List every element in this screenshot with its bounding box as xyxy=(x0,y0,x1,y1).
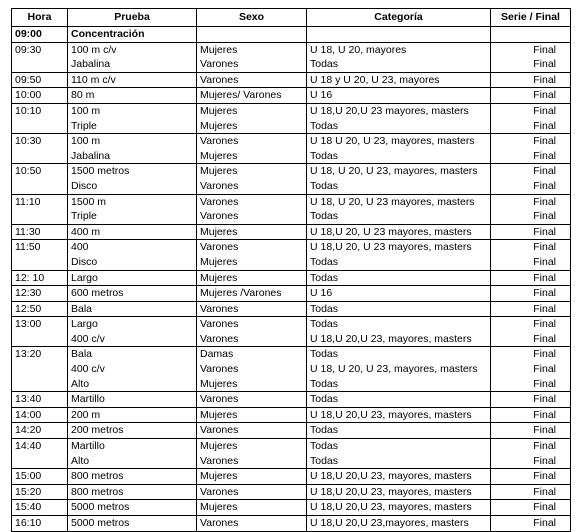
cell-prueba xyxy=(68,164,197,194)
cell-sexo-line: Varones xyxy=(200,332,239,345)
cell-sexo xyxy=(197,407,307,423)
cell-serie-line: Final xyxy=(533,318,556,331)
cell-categoria xyxy=(307,439,491,469)
cell-prueba-line: 1500 metros xyxy=(71,165,130,178)
cell-prueba-line: 1500 m xyxy=(71,195,107,208)
cell-prueba-line: 400 c/v xyxy=(71,363,105,376)
cell-serie xyxy=(491,240,571,270)
cell-serie-line: Final xyxy=(533,393,556,406)
cell-prueba-line: Alto xyxy=(71,454,90,467)
cell-serie xyxy=(491,270,571,286)
cell-categoria-line: U 18,U 20,U 23, mayores, masters xyxy=(310,485,472,498)
table-row xyxy=(12,286,571,302)
cell-categoria xyxy=(307,500,491,516)
schedule-document xyxy=(11,8,571,532)
table-row xyxy=(12,164,571,194)
cell-prueba-line: Triple xyxy=(71,210,97,223)
cell-sexo-line: Varones xyxy=(200,485,239,498)
cell-categoria-line: U 16 xyxy=(310,89,333,102)
cell-serie-line: Final xyxy=(533,271,556,284)
cell-serie-line: Final xyxy=(533,517,556,529)
cell-prueba xyxy=(68,347,197,392)
cell-sexo-line: Mujeres xyxy=(200,501,238,514)
cell-serie xyxy=(491,484,571,500)
table-row xyxy=(12,194,571,224)
cell-categoria xyxy=(307,194,491,224)
cell-serie-line: Final xyxy=(533,135,556,148)
cell-prueba xyxy=(68,42,197,72)
cell-categoria-line: U 18,U 20,U 23, mayores, masters xyxy=(310,501,472,514)
table-row xyxy=(12,301,571,317)
cell-categoria xyxy=(307,317,491,347)
cell-serie-line: Final xyxy=(533,195,556,208)
table-row xyxy=(12,103,571,133)
cell-categoria xyxy=(307,423,491,439)
cell-categoria-line: U 16 xyxy=(310,287,333,300)
cell-sexo xyxy=(197,469,307,485)
cell-serie-line: Final xyxy=(533,348,556,361)
cell-sexo-line: Mujeres xyxy=(200,43,238,56)
cell-prueba xyxy=(68,423,197,439)
cell-serie xyxy=(491,103,571,133)
cell-categoria-line: Todas xyxy=(310,454,339,467)
cell-categoria-line: Todas xyxy=(310,119,339,132)
concentration-empty-categoria xyxy=(307,27,491,43)
cell-categoria-line: U 18,U 20, U 23 mayores, masters xyxy=(310,241,472,254)
cell-sexo xyxy=(197,134,307,164)
cell-serie-line: Final xyxy=(533,302,556,315)
cell-serie xyxy=(491,164,571,194)
cell-serie-line: Final xyxy=(533,104,556,117)
cell-prueba-line: 400 xyxy=(71,241,89,254)
cell-hora: 15:20 xyxy=(12,484,68,500)
cell-categoria xyxy=(307,301,491,317)
cell-sexo-line: Mujeres xyxy=(200,149,238,162)
cell-prueba xyxy=(68,469,197,485)
cell-serie xyxy=(491,317,571,347)
cell-serie-line: Final xyxy=(533,332,556,345)
cell-categoria xyxy=(307,270,491,286)
cell-serie-line: Final xyxy=(533,377,556,390)
cell-sexo xyxy=(197,270,307,286)
cell-categoria-line: Todas xyxy=(310,393,339,406)
cell-prueba xyxy=(68,224,197,240)
table-row xyxy=(12,317,571,347)
cell-prueba xyxy=(68,103,197,133)
cell-categoria-line: Todas xyxy=(310,210,339,223)
cell-prueba xyxy=(68,439,197,469)
cell-sexo xyxy=(197,347,307,392)
cell-sexo xyxy=(197,42,307,72)
cell-prueba-line: 200 m xyxy=(71,408,101,421)
cell-serie-line: Final xyxy=(533,149,556,162)
cell-serie xyxy=(491,194,571,224)
cell-serie-line: Final xyxy=(533,119,556,132)
cell-sexo xyxy=(197,224,307,240)
cell-prueba xyxy=(68,301,197,317)
cell-prueba xyxy=(68,407,197,423)
cell-hora: 11:10 xyxy=(12,194,68,224)
cell-sexo-line: Mujeres /Varones xyxy=(200,287,282,300)
cell-hora: 10:50 xyxy=(12,164,68,194)
cell-prueba xyxy=(68,240,197,270)
cell-hora: 12:30 xyxy=(12,286,68,302)
cell-prueba-line: 100 m xyxy=(71,135,101,148)
cell-categoria xyxy=(307,347,491,392)
cell-hora: 15:00 xyxy=(12,469,68,485)
cell-prueba-line: Bala xyxy=(71,348,93,361)
cell-sexo-line: Mujeres xyxy=(200,470,238,483)
schedule-table xyxy=(11,8,571,532)
cell-hora: 15:40 xyxy=(12,500,68,516)
cell-categoria-line: Todas xyxy=(310,302,339,315)
concentration-label: Concentración xyxy=(68,27,197,43)
cell-serie-line: Final xyxy=(533,287,556,300)
cell-categoria-line: U 18,U 20,U 23 mayores, masters xyxy=(310,104,469,117)
cell-sexo-line: Mujeres xyxy=(200,104,238,117)
cell-sexo xyxy=(197,484,307,500)
cell-hora: 13:40 xyxy=(12,392,68,408)
cell-categoria xyxy=(307,224,491,240)
header-serie-final: Serie / Final xyxy=(491,9,571,27)
cell-prueba-line: 5000 metros xyxy=(71,517,130,529)
cell-prueba-line: Bala xyxy=(71,302,93,315)
table-row xyxy=(12,484,571,500)
cell-prueba xyxy=(68,194,197,224)
cell-sexo xyxy=(197,164,307,194)
cell-sexo-line: Mujeres xyxy=(200,440,238,453)
cell-hora: 13:20 xyxy=(12,347,68,392)
cell-prueba-line: Jabalina xyxy=(71,58,111,71)
cell-sexo-line: Mujeres xyxy=(200,377,238,390)
header-row xyxy=(12,9,571,27)
cell-categoria xyxy=(307,392,491,408)
cell-serie xyxy=(491,469,571,485)
cell-categoria-line: Todas xyxy=(310,318,339,331)
cell-sexo-line: Varones xyxy=(200,302,239,315)
cell-serie-line: Final xyxy=(533,470,556,483)
cell-hora: 09:30 xyxy=(12,42,68,72)
cell-sexo-line: Mujeres xyxy=(200,255,238,268)
cell-serie-line: Final xyxy=(533,89,556,102)
cell-categoria-line: Todas xyxy=(310,271,339,284)
table-row xyxy=(12,270,571,286)
cell-categoria xyxy=(307,164,491,194)
cell-categoria xyxy=(307,42,491,72)
cell-hora: 14:40 xyxy=(12,439,68,469)
cell-sexo-line: Mujeres/ Varones xyxy=(200,89,282,102)
cell-prueba-line: 110 m c/v xyxy=(71,73,116,86)
cell-prueba-line: Martillo xyxy=(71,393,105,406)
cell-serie-line: Final xyxy=(533,165,556,178)
cell-serie xyxy=(491,134,571,164)
cell-sexo-line: Varones xyxy=(200,393,239,406)
cell-categoria-line: U 18, U 20, U 23, mayores, masters xyxy=(310,165,478,178)
table-row xyxy=(12,134,571,164)
header-hora: Hora xyxy=(12,9,68,27)
cell-categoria-line: U 18,U 20,U 23, mayores, masters xyxy=(310,470,472,483)
cell-hora: 13:00 xyxy=(12,317,68,347)
cell-prueba-line: Disco xyxy=(71,179,98,192)
cell-serie xyxy=(491,88,571,104)
cell-categoria xyxy=(307,469,491,485)
cell-prueba-line: 800 metros xyxy=(71,485,124,498)
cell-sexo xyxy=(197,500,307,516)
cell-prueba-line: 600 metros xyxy=(71,287,124,300)
cell-sexo-line: Varones xyxy=(200,73,239,86)
cell-sexo-line: Varones xyxy=(200,179,239,192)
header-sexo: Sexo xyxy=(197,9,307,27)
table-row xyxy=(12,469,571,485)
cell-categoria-line: U 18, U 20, U 23, mayores, masters xyxy=(310,363,478,376)
cell-categoria xyxy=(307,484,491,500)
table-row xyxy=(12,72,571,88)
cell-sexo xyxy=(197,516,307,532)
cell-prueba-line: 80 m xyxy=(71,89,95,102)
cell-sexo-line: Mujeres xyxy=(200,165,238,178)
cell-prueba-line: Largo xyxy=(71,318,98,331)
cell-prueba xyxy=(68,134,197,164)
cell-sexo xyxy=(197,286,307,302)
cell-hora: 14:00 xyxy=(12,407,68,423)
cell-serie-line: Final xyxy=(533,440,556,453)
cell-hora: 12:50 xyxy=(12,301,68,317)
cell-categoria-line: Todas xyxy=(310,255,339,268)
cell-prueba xyxy=(68,516,197,532)
table-row xyxy=(12,240,571,270)
cell-serie-line: Final xyxy=(533,241,556,254)
cell-categoria xyxy=(307,516,491,532)
cell-categoria-line: U 18,U 20,U 23,mayores, masters xyxy=(310,517,469,529)
cell-hora: 10:30 xyxy=(12,134,68,164)
cell-serie xyxy=(491,224,571,240)
cell-categoria-line: Todas xyxy=(310,179,339,192)
cell-serie-line: Final xyxy=(533,363,556,376)
concentration-row xyxy=(12,27,571,43)
cell-serie-line: Final xyxy=(533,179,556,192)
cell-serie xyxy=(491,423,571,439)
header-categoria: Categoría xyxy=(307,9,491,27)
cell-serie xyxy=(491,407,571,423)
cell-sexo-line: Mujeres xyxy=(200,408,238,421)
table-row xyxy=(12,423,571,439)
cell-prueba-line: Largo xyxy=(71,271,98,284)
cell-serie xyxy=(491,392,571,408)
cell-sexo xyxy=(197,392,307,408)
table-row xyxy=(12,516,571,532)
cell-prueba-line: Triple xyxy=(71,119,97,132)
cell-hora: 16:10 xyxy=(12,516,68,532)
cell-categoria-line: U 18,U 20, U 23 mayores, masters xyxy=(310,225,472,238)
cell-sexo xyxy=(197,88,307,104)
cell-serie-line: Final xyxy=(533,408,556,421)
cell-sexo-line: Varones xyxy=(200,363,239,376)
cell-hora: 11:30 xyxy=(12,224,68,240)
cell-serie-line: Final xyxy=(533,424,556,437)
cell-sexo-line: Varones xyxy=(200,210,239,223)
cell-sexo xyxy=(197,194,307,224)
cell-categoria-line: Todas xyxy=(310,149,339,162)
cell-sexo-line: Varones xyxy=(200,195,239,208)
cell-categoria-line: U 18 y U 20, U 23, mayores xyxy=(310,73,440,86)
cell-sexo-line: Varones xyxy=(200,241,239,254)
cell-prueba xyxy=(68,88,197,104)
cell-sexo xyxy=(197,240,307,270)
cell-sexo-line: Mujeres xyxy=(200,225,238,238)
cell-serie xyxy=(491,301,571,317)
cell-prueba-line: 100 m xyxy=(71,104,101,117)
cell-serie-line: Final xyxy=(533,43,556,56)
cell-serie-line: Final xyxy=(533,73,556,86)
cell-sexo-line: Varones xyxy=(200,58,239,71)
cell-prueba xyxy=(68,286,197,302)
cell-categoria xyxy=(307,134,491,164)
cell-hora: 10:00 xyxy=(12,88,68,104)
table-row xyxy=(12,439,571,469)
cell-sexo-line: Mujeres xyxy=(200,119,238,132)
table-row xyxy=(12,224,571,240)
cell-serie xyxy=(491,42,571,72)
cell-sexo-line: Varones xyxy=(200,424,239,437)
cell-hora: 09:50 xyxy=(12,72,68,88)
cell-prueba xyxy=(68,392,197,408)
cell-prueba-line: Disco xyxy=(71,255,98,268)
cell-serie-line: Final xyxy=(533,255,556,268)
cell-prueba-line: Alto xyxy=(71,377,90,390)
cell-sexo-line: Varones xyxy=(200,318,239,331)
table-row xyxy=(12,88,571,104)
cell-categoria-line: Todas xyxy=(310,424,339,437)
cell-serie-line: Final xyxy=(533,485,556,498)
cell-categoria-line: U 18, U 20, mayores xyxy=(310,43,407,56)
table-row xyxy=(12,392,571,408)
cell-sexo-line: Mujeres xyxy=(200,271,238,284)
cell-categoria-line: U 18,U 20,U 23, mayores, masters xyxy=(310,332,472,345)
concentration-empty-sexo xyxy=(197,27,307,43)
cell-sexo-line: Damas xyxy=(200,348,234,361)
cell-sexo xyxy=(197,103,307,133)
cell-serie-line: Final xyxy=(533,501,556,514)
cell-prueba xyxy=(68,72,197,88)
schedule-body xyxy=(12,27,571,532)
cell-sexo xyxy=(197,439,307,469)
cell-serie xyxy=(491,347,571,392)
cell-prueba-line: 5000 metros xyxy=(71,501,130,514)
cell-hora: 14:20 xyxy=(12,423,68,439)
cell-categoria-line: U 18,U 20,U 23, mayores, masters xyxy=(310,408,472,421)
table-row xyxy=(12,500,571,516)
cell-hora: 11:50 xyxy=(12,240,68,270)
cell-sexo xyxy=(197,423,307,439)
cell-prueba-line: 400 c/v xyxy=(71,332,105,345)
cell-sexo-line: Varones xyxy=(200,454,239,467)
cell-categoria-line: U 18 U 20, U 23, mayores, masters xyxy=(310,135,475,148)
cell-prueba-line: 200 metros xyxy=(71,424,124,437)
table-row xyxy=(12,42,571,72)
cell-prueba xyxy=(68,317,197,347)
cell-prueba xyxy=(68,500,197,516)
cell-prueba-line: Martillo xyxy=(71,440,105,453)
cell-prueba-line: 100 m c/v xyxy=(71,43,117,56)
cell-serie-line: Final xyxy=(533,225,556,238)
cell-prueba xyxy=(68,484,197,500)
cell-prueba-line: 800 metros xyxy=(71,470,124,483)
cell-categoria xyxy=(307,88,491,104)
cell-categoria-line: Todas xyxy=(310,440,339,453)
cell-prueba-line: Jabalina xyxy=(71,149,111,162)
concentration-hora: 09:00 xyxy=(12,27,68,43)
cell-sexo xyxy=(197,317,307,347)
cell-serie xyxy=(491,286,571,302)
cell-categoria xyxy=(307,103,491,133)
cell-sexo-line: Varones xyxy=(200,517,239,529)
cell-hora: 12: 10 xyxy=(12,270,68,286)
table-row xyxy=(12,407,571,423)
cell-serie xyxy=(491,72,571,88)
cell-serie-line: Final xyxy=(533,454,556,467)
cell-categoria xyxy=(307,240,491,270)
concentration-empty-serie xyxy=(491,27,571,43)
cell-serie-line: Final xyxy=(533,58,556,71)
cell-categoria-line: Todas xyxy=(310,58,339,71)
cell-categoria-line: U 18, U 20, U 23 mayores, masters xyxy=(310,195,475,208)
cell-serie xyxy=(491,439,571,469)
cell-categoria xyxy=(307,407,491,423)
cell-sexo xyxy=(197,301,307,317)
cell-prueba-line: 400 m xyxy=(71,225,101,238)
header-prueba: Prueba xyxy=(68,9,197,27)
cell-prueba xyxy=(68,270,197,286)
cell-serie-line: Final xyxy=(533,210,556,223)
cell-serie xyxy=(491,516,571,532)
cell-categoria xyxy=(307,72,491,88)
cell-serie xyxy=(491,500,571,516)
table-row xyxy=(12,347,571,392)
cell-sexo-line: Varones xyxy=(200,135,239,148)
cell-categoria-line: Todas xyxy=(310,377,339,390)
cell-categoria-line: Todas xyxy=(310,348,339,361)
cell-sexo xyxy=(197,72,307,88)
cell-hora: 10:10 xyxy=(12,103,68,133)
cell-categoria xyxy=(307,286,491,302)
